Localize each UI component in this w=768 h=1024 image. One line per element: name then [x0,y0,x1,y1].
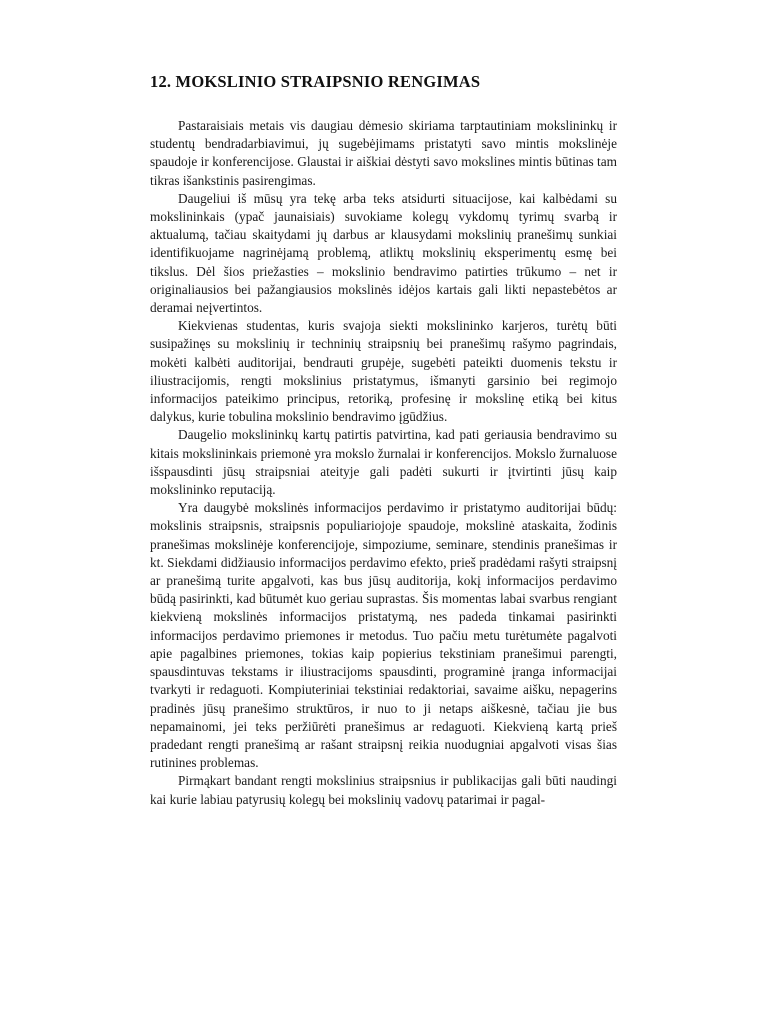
paragraph-6: Pirmąkart bandant rengti mokslinius straipsnius ir publikacijas gali būti naudingi kai kurie labiau patyrusių kolegų bei mokslinių vadovų patarimai ir pagal- [150,773,617,807]
document-page [150,70,617,809]
paragraph-3: Kiekvienas studentas, kuris svajoja siekti mokslininko karjeros, turėtų būti susipažinęs su mokslinių ir techninių straipsnių bei pranešimų rašymo pagrindais, mokėti kalbėti auditorijai, bendrauti grupėje, sugebėti pateikti duomenis tekstu ir iliustracijomis, rengti mokslinius pristatymus, išmanyti garsinio bei regimojo informacijos pateikimo principus, retoriką, profesinę ir mokslinę etiką bei kitus dalykus, kurie tobulina mokslinio bendravimo įgūdžius. [150,318,617,425]
paragraph-4: Daugelio mokslininkų kartų patirtis patvirtina, kad pati geriausia bendravimo su kitais mokslininkais priemonė yra mokslo žurnalai ir konferencijos. Mokslo žurnaluose išspausdinti jūsų straipsniai ateityje gali padėti sukurti ir įtvirtinti jūsų kaip mokslininko reputaciją. [150,427,617,498]
paragraph-1: Pastaraisiais metais vis daugiau dėmesio skiriama tarptautiniam mokslininkų ir studentų bendradarbiavimui, jų sugebėjimams pristatyti savo mintis mokslinėje spaudoje ir konferencijose. Glaustai ir aiškiai dėstyti savo mokslines mintis būtinas tam tikras išankstinis pasirengimas. [150,118,617,188]
chapter-heading: 12. MOKSLINIO STRAIPSNIO RENGIMAS [150,72,481,91]
paragraph-2: Daugeliui iš mūsų yra tekę arba teks atsidurti situacijose, kai kalbėdami su mokslininkais (ypač jaunaisiais) suvokiame kolegų vykdomų tyrimų svarbą ir aktualumą, tačiau skaitydami jų darbus ar klausydami mokslinių pranešimų sunkiai identifikuojame nagrinėjamą problemą, atliktų mokslinių eksperimentų esmę bei tikslus. Dėl šios priežasties – mokslinio bendravimo patirties trūkumo – net ir originaliausios bei pažangiausios mokslinės idėjos kartais gali likti nepastebėtos ar deramai neįvertintos. [150,190,617,316]
paragraph-5: Yra daugybė mokslinės informacijos perdavimo ir pristatymo auditorijai būdų: mokslinis straipsnis, straipsnis populiariojoje spaudoje, mokslinė ataskaita, žodinis pranešimas mokslinėje konferencijoje, simpoziume, seminare, stendinis pranešimas ir kt. Siekdami didžiausio informacijos perdavimo efekto, prieš pradėdami rašyti straipsnį ar pranešimą turite apgalvoti, kas bus jūsų auditorija, kokį informacijos perdavimo būdą pasirinkti, kad būtumėt kuo geriau suprastas. Šis momentas labai svarbus rengiant kiekvieną mokslinės informacijos pristatymą, nes padeda tinkamai pasirinkti informacijos perdavimo priemones ir metodus. Tuo pačiu metu turėtumėte pagalvoti apie pagalbines priemones, tokias kaip popierius tekstiniam pranešimui parengti, spausdintuvas tekstams ir iliustracijoms spausdinti, programinė įranga informacijai tvarkyti ir redaguoti. Kompiuteriniai tekstiniai redaktoriai, savaime aišku, nepagerins pradinės jūsų pranešimo struktūros, ir nuo to ji netaps aiškesnė, tačiau jie bus nepamainomi, jei teks peržiūrėti pranešimus ar redaguoti. Kiekvieną kartą prieš pradedant rengti pranešimą ar rašant straipsnį reikia nuodugniai apgalvoti visas šias rutinines problemas. [150,500,617,771]
